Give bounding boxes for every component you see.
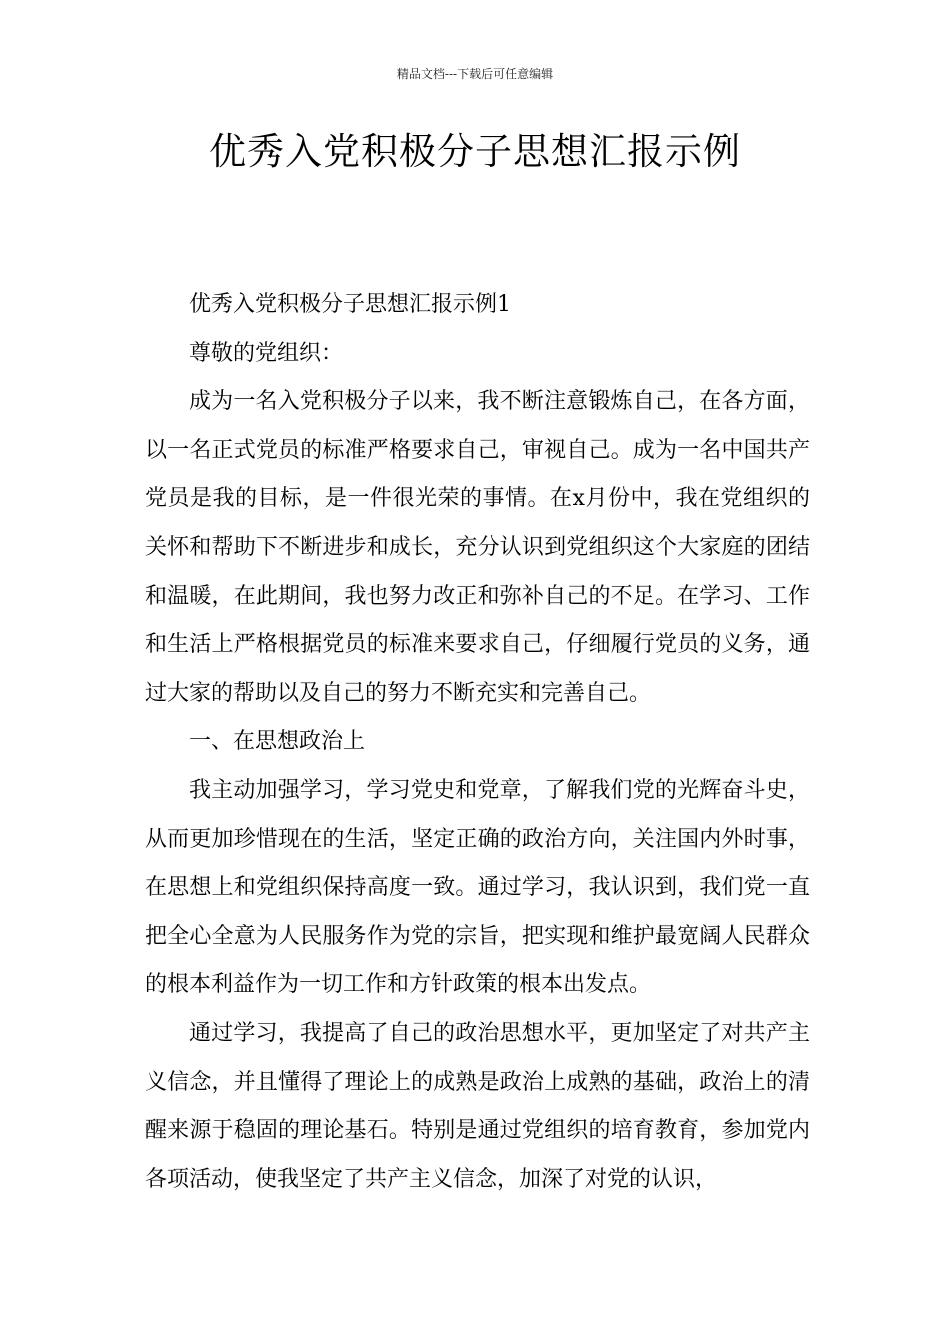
section-heading: 一、在思想政治上 [189,729,366,755]
body-paragraph: 通过学习，我提高了自己的政治思想水平，更加坚定了对共产主义信念，并且懂得了理论上的成熟是政治上成熟的基础，政治上的清醒来源于稳固的理论基石。特别是通过党组织的培育教育，参加党内各项活动，使我坚定了共产主义信念，加深了对党的认识， [145,1020,810,1192]
page-header: 精品文档---下载后可任意编辑 [396,67,554,81]
document-body [145,281,810,1204]
document-title: 优秀入党积极分子思想汇报示例 [209,130,741,173]
subtitle-paragraph: 优秀入党积极分子思想汇报示例1 [189,292,511,317]
body-paragraph: 成为一名入党积极分子以来，我不断注意锻炼自己，在各方面，以一名正式党员的标准严格要求自己，审视自己。成为一名中国共产党员是我的目标，是一件很光荣的事情。在x月份中，我在党组织的关怀和帮助下不断进步和成长，充分认识到党组织这个大家庭的团结和温暖，在此期间，我也努力改正和弥补自己的不足。在学习、工作和生活上严格根据党员的标准来要求自己，仔细履行党员的义务，通过大家的帮助以及自己的努力不断充实和完善自己。 [145,389,810,706]
salutation-paragraph: 尊敬的党组织： [189,340,344,366]
body-paragraph: 我主动加强学习，学习党史和党章，了解我们党的光辉奋斗史，从而更加珍惜现在的生活，坚定正确的政治方向，关注国内外时事，在思想上和党组织保持高度一致。通过学习，我认识到，我们党一直把全心全意为人民服务作为党的宗旨，把实现和维护最宽阔人民群众的根本利益作为一切工作和方针政策的根本出发点。 [145,777,810,998]
